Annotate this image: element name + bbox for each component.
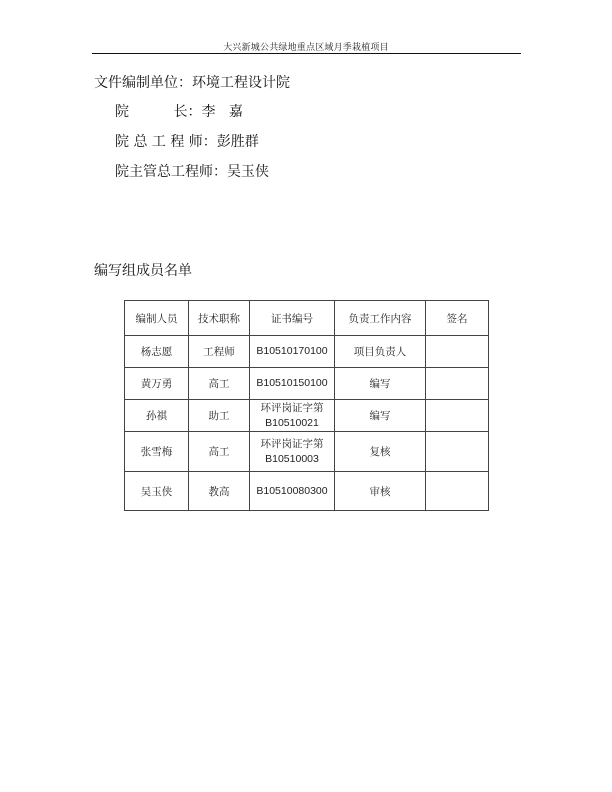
member-cert [250, 336, 335, 368]
compiling-unit-value: 环境工程设计院 [192, 75, 290, 91]
member-cert [250, 368, 335, 400]
member-cert [250, 472, 335, 511]
member-title: 助工 [189, 400, 250, 432]
cert-line: B10510021 [265, 416, 319, 429]
table-row [125, 400, 489, 432]
member-duty: 复核 [335, 432, 426, 472]
members-table [124, 300, 489, 511]
member-name: 黄万勇 [125, 368, 189, 400]
member-duty: 项目负责人 [335, 336, 426, 368]
table-row [125, 336, 489, 368]
cert-line: B10510003 [265, 452, 319, 465]
cert-line: 环评岗证字第 [260, 437, 324, 450]
column-header-cert: 证书编号 [250, 301, 335, 336]
chief-engineer-value: 彭胜群 [216, 134, 259, 150]
member-cert [250, 400, 335, 432]
table-row [125, 432, 489, 472]
member-title: 教高 [189, 472, 250, 511]
managing-chief-engineer-value: 吴玉侠 [227, 164, 269, 180]
column-header-title: 技术职称 [189, 301, 250, 336]
member-title: 高工 [189, 368, 250, 400]
dean-label: 院 长： [115, 104, 202, 120]
column-header-duty: 负责工作内容 [335, 301, 426, 336]
chief-engineer-line [115, 133, 259, 151]
compiling-unit-line [94, 74, 290, 92]
members-section-title: 编写组成员名单 [94, 263, 192, 279]
running-header: 大兴新城公共绿地重点区域月季栽植项目 [223, 43, 389, 53]
member-duty: 审核 [335, 472, 426, 511]
member-cert [250, 432, 335, 472]
cert-line: B10510150100 [256, 377, 328, 389]
table-header-row [125, 301, 489, 336]
cert-line: 环评岗证字第 [260, 401, 324, 414]
dean-line [115, 103, 243, 121]
member-title: 工程师 [189, 336, 250, 368]
member-name: 吴玉侠 [125, 472, 189, 511]
member-title: 高工 [189, 432, 250, 472]
dean-value: 李 嘉 [201, 104, 243, 120]
member-signature [426, 336, 489, 368]
managing-chief-engineer-label: 院主管总工程师： [115, 164, 227, 180]
member-signature [426, 368, 489, 400]
header-rule [92, 53, 521, 54]
member-name: 杨志愿 [125, 336, 189, 368]
member-name: 孙祺 [125, 400, 189, 432]
compiling-unit-label: 文件编制单位： [94, 75, 192, 91]
member-signature [426, 400, 489, 432]
member-name: 张雪梅 [125, 432, 189, 472]
member-signature [426, 472, 489, 511]
cert-line: B10510170100 [256, 345, 328, 357]
column-header-name: 编制人员 [125, 301, 189, 336]
member-signature [426, 432, 489, 472]
member-duty: 编写 [335, 400, 426, 432]
column-header-signature: 签名 [426, 301, 489, 336]
managing-chief-engineer-line [115, 163, 269, 181]
table-row [125, 368, 489, 400]
member-duty: 编写 [335, 368, 426, 400]
table-row [125, 472, 489, 511]
cert-line: B10510080300 [256, 484, 328, 497]
chief-engineer-label: 院 总 工 程 师： [115, 134, 217, 150]
